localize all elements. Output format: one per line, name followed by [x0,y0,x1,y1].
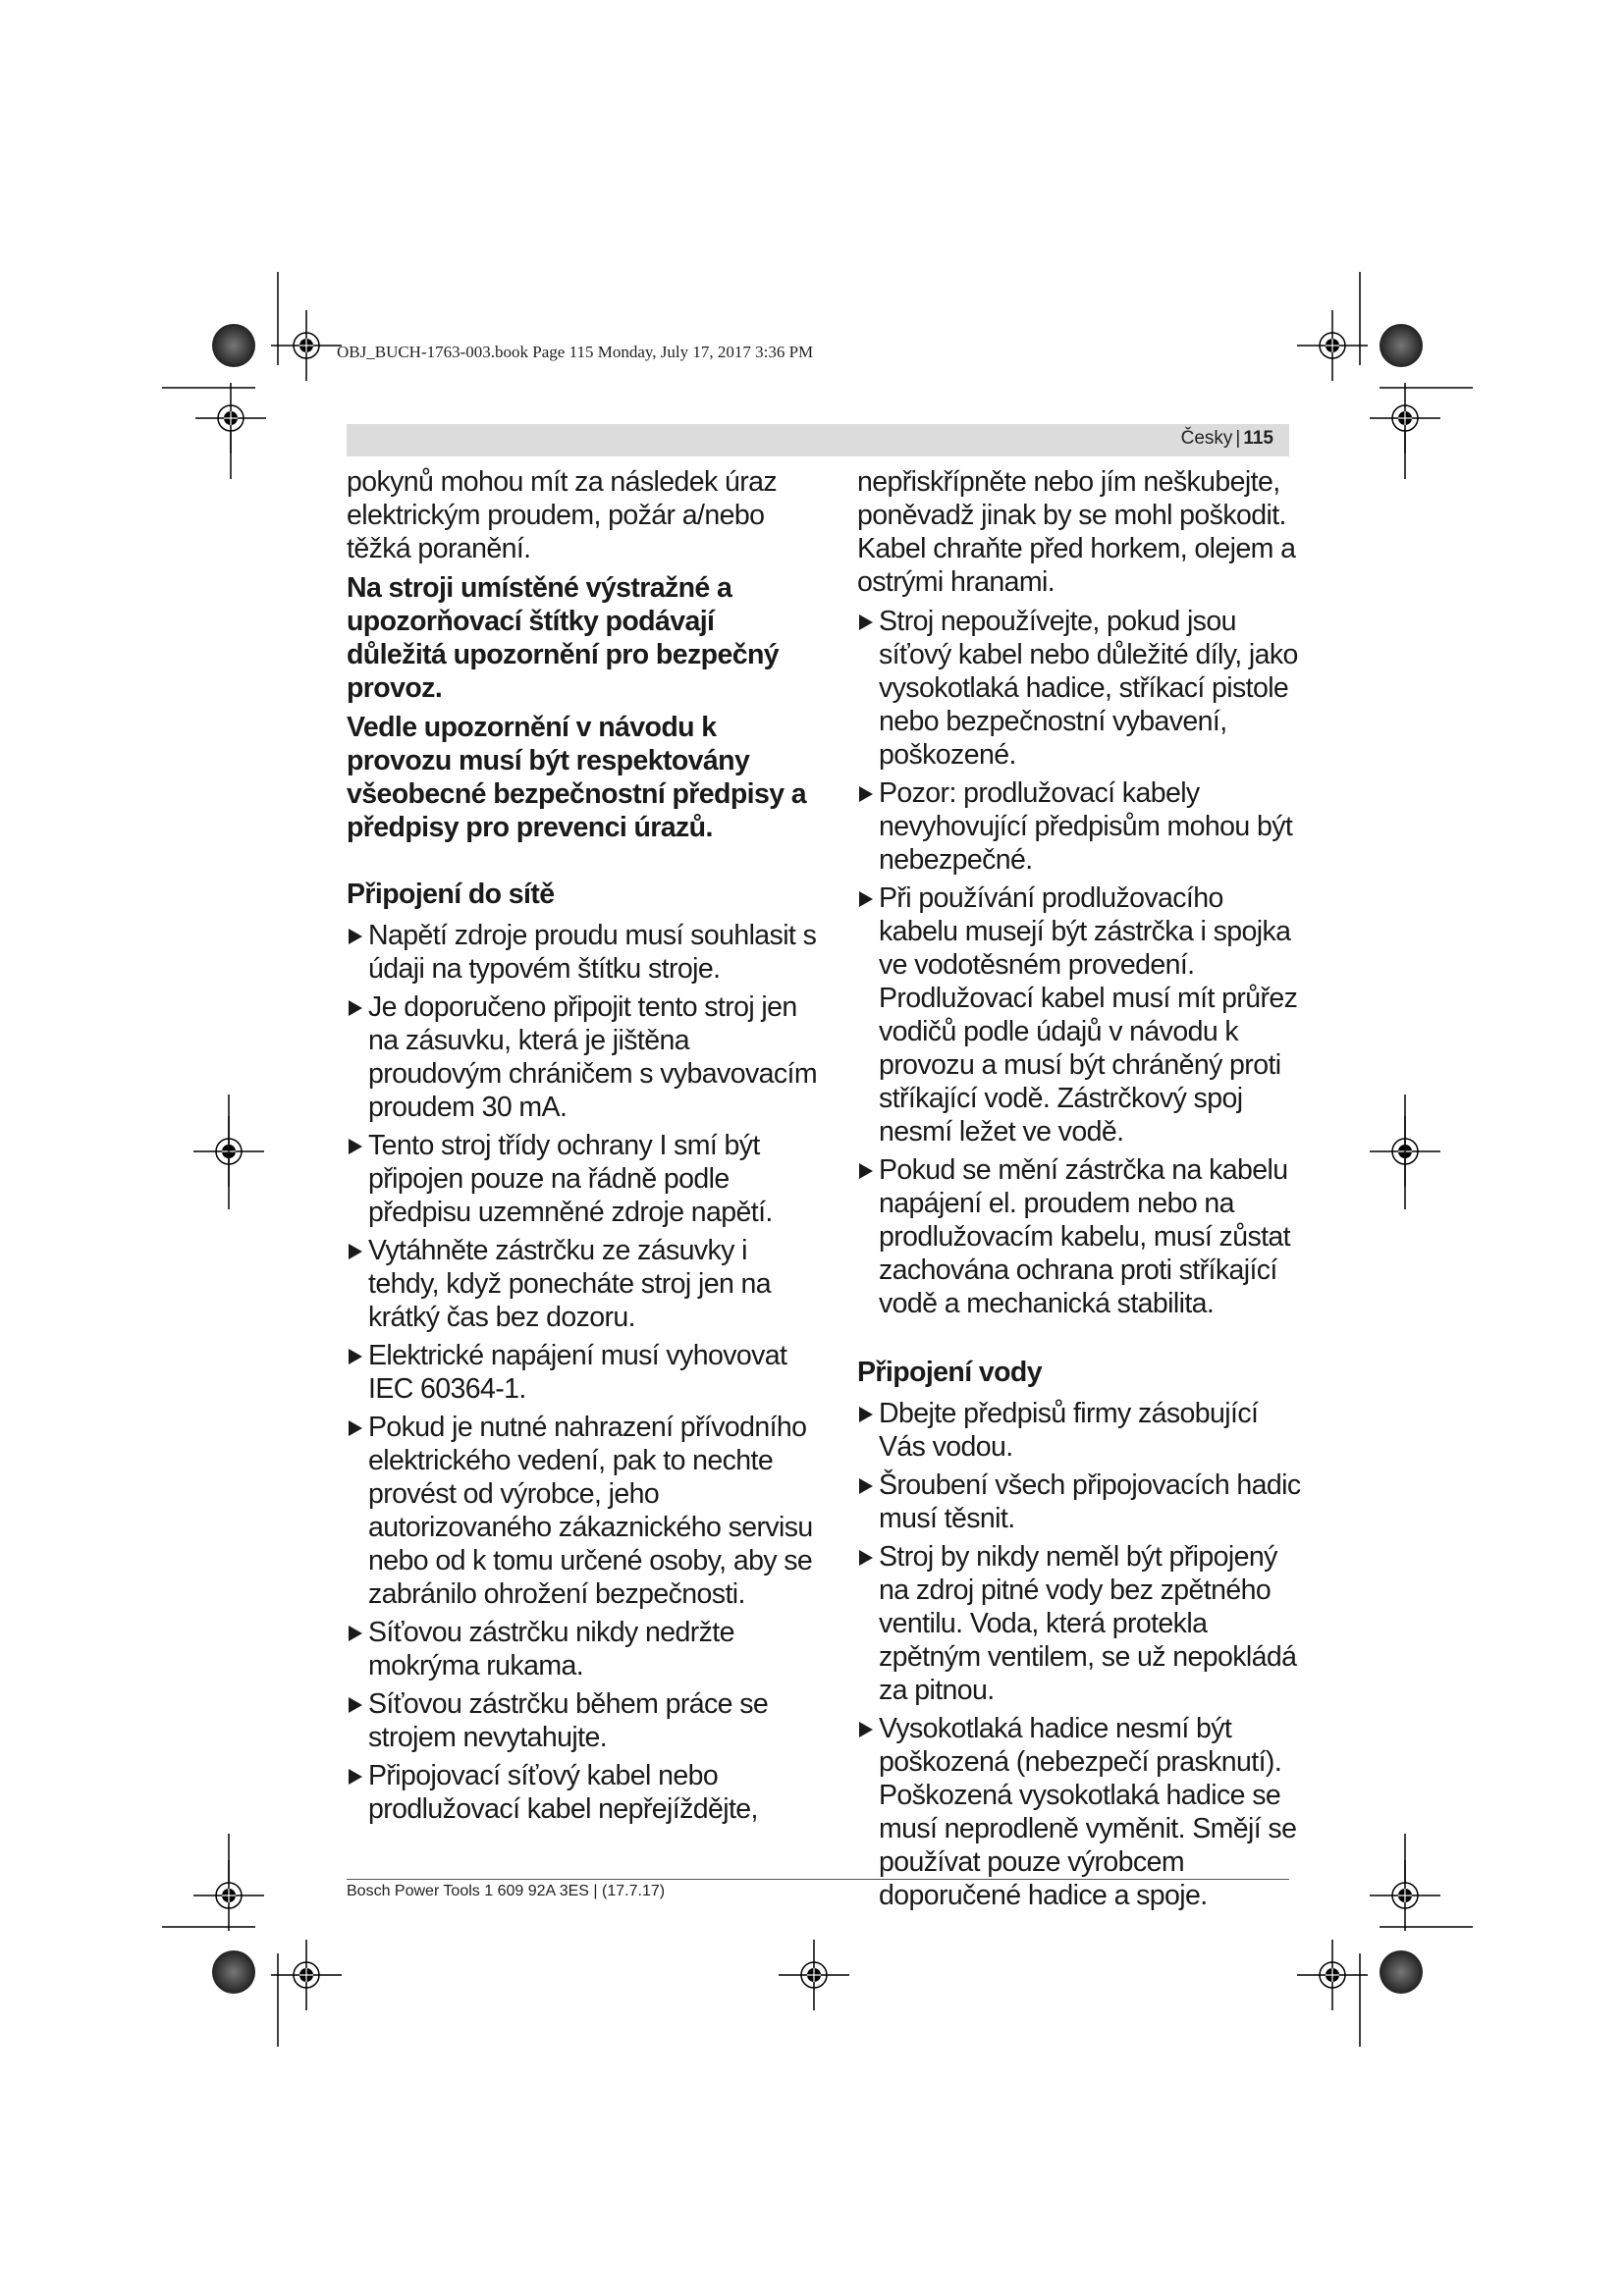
list-item: Připojovací síťový kabel nebo prodlužovací kabel nepřejíždějte, [347,1759,818,1826]
list-item: Síťovou zástrčku nikdy nedržte mokrýma rukama. [347,1616,818,1682]
water-safety-list [857,1397,1304,1912]
bullet-triangle-icon [349,1626,362,1641]
bullet-triangle-icon [859,614,873,630]
header-language: Česky [1180,428,1233,449]
bullet-triangle-icon [859,1163,873,1179]
bullet-triangle-icon [349,1697,362,1713]
bullet-triangle-icon [859,1407,873,1422]
section-heading-power: Připojení do sítě [347,879,555,910]
registration-dot-icon [1380,1950,1423,1994]
bullet-triangle-icon [349,1139,362,1154]
power-safety-list [347,919,818,1826]
left-column [347,465,818,1831]
crosshair-icon [1297,310,1368,381]
page-header [347,424,1289,456]
crosshair-icon [1297,1940,1368,2010]
bullet-triangle-icon [859,786,873,802]
list-item: Při používání prodlužovacího kabelu musejí být zástrčka i spojka ve vodotěsném provedení. Prodlužovací kabel musí mít průřez vodičů podle údajů v návodu k provozu a musí být chráněný proti stříkající vodě. Zástrčkový spoj nesmí ležet ve vodě. [857,881,1304,1148]
right-column [857,465,1304,1917]
bullet-triangle-icon [859,1722,873,1737]
list-item: Vytáhněte zástrčku ze zásuvky i tehdy, když ponecháte stroj jen na krátký čas bez dozoru. [347,1234,818,1334]
registration-dot-icon [212,324,255,367]
list-item: Pokud je nutné nahrazení přívodního elektrického vedení, pak to nechte provést od výrobce, jeho autorizovaného zákaznického servisu nebo od k tomu určené osoby, aby se zabránilo ohrožení bezpečnosti. [347,1411,818,1611]
bullet-triangle-icon [349,1349,362,1364]
list-item: Stroj nepoužívejte, pokud jsou síťový kabel nebo důležité díly, jako vysokotlaká hadice, stříkací pistole nebo bezpečnostní vybavení, poškozené. [857,605,1304,772]
continuation-paragraph: nepřiskřípněte nebo jím neškubejte, poněvadž jinak by se mohl poškodit. Kabel chraňte před horkem, olejem a ostrými hranami. [857,466,1296,598]
bullet-triangle-icon [349,1244,362,1259]
list-item: Elektrické napájení musí vyhovovat IEC 60364-1. [347,1339,818,1406]
bullet-triangle-icon [859,1550,873,1566]
crosshair-icon [271,310,342,381]
footer-rule [347,1879,1289,1880]
bullet-triangle-icon [349,929,362,944]
bullet-triangle-icon [349,1000,362,1016]
footer-text: Bosch Power Tools 1 609 92A 3ES | (17.7.17) [347,1883,666,1899]
list-item: Je doporučeno připojit tento stroj jen na zásuvku, která je jištěna proudovým chráničem s vybavovacím proudem 30 mA. [347,990,818,1124]
list-item: Tento stroj třídy ochrany I smí být připojen pouze na řádně podle předpisu uzemněné zdroje napětí. [347,1129,818,1229]
bullet-triangle-icon [349,1420,362,1436]
list-item: Síťovou zástrčku během práce se strojem nevytahujte. [347,1687,818,1754]
bullet-triangle-icon [349,1769,362,1785]
header-separator: | [1235,428,1241,449]
list-item: Dbejte předpisů firmy zásobující Vás vodou. [857,1397,1304,1464]
power-safety-list-cont [857,605,1304,1320]
list-item: Stroj by nikdy neměl být připojený na zdroj pitné vody bez zpětného ventilu. Voda, která protekla zpětným ventilem, se už nepokládá za pitnou. [857,1540,1304,1707]
list-item: Šroubení všech připojovacích hadic musí těsnit. [857,1468,1304,1535]
section-heading-water: Připojení vody [857,1357,1042,1388]
bullet-triangle-icon [859,1478,873,1494]
warning-paragraph: Na stroji umístěné výstražné a upozorňovací štítky podávají důležitá upozornění pro bezpečný provoz. [347,572,780,704]
list-item: Pokud se mění zástrčka na kabelu napájení el. proudem nebo na prodlužovacím kabelu, musí zůstat zachována ochrana proti stříkající vodě a mechanická stabilita. [857,1153,1304,1320]
file-slug: OBJ_BUCH-1763-003.book Page 115 Monday, July 17, 2017 3:36 PM [337,343,814,361]
bullet-triangle-icon [859,891,873,907]
list-item: Napětí zdroje proudu musí souhlasit s údaji na typovém štítku stroje. [347,919,818,986]
registration-dot-icon [1380,324,1423,367]
warning-paragraph: Vedle upozornění v návodu k provozu musí být respektovány všeobecné bezpečnostní předpisy a předpisy pro prevenci úrazů. [347,712,807,843]
list-item: Vysokotlaká hadice nesmí být poškozená (nebezpečí prasknutí). Poškozená vysokotlaká hadice se musí neprodleně vyměnit. Smějí se používat pouze výrobcem doporučené hadice a spoje. [857,1712,1304,1912]
page-number: 115 [1243,428,1273,449]
crosshair-icon [779,1940,849,2010]
registration-dot-icon [212,1950,255,1994]
list-item: Pozor: prodlužovací kabely nevyhovující předpisům mohou být nebezpečné. [857,776,1304,877]
crosshair-icon [271,1940,342,2010]
intro-paragraph: pokynů mohou mít za následek úraz elektrickým proudem, požár a/nebo těžká poranění. [347,466,778,564]
